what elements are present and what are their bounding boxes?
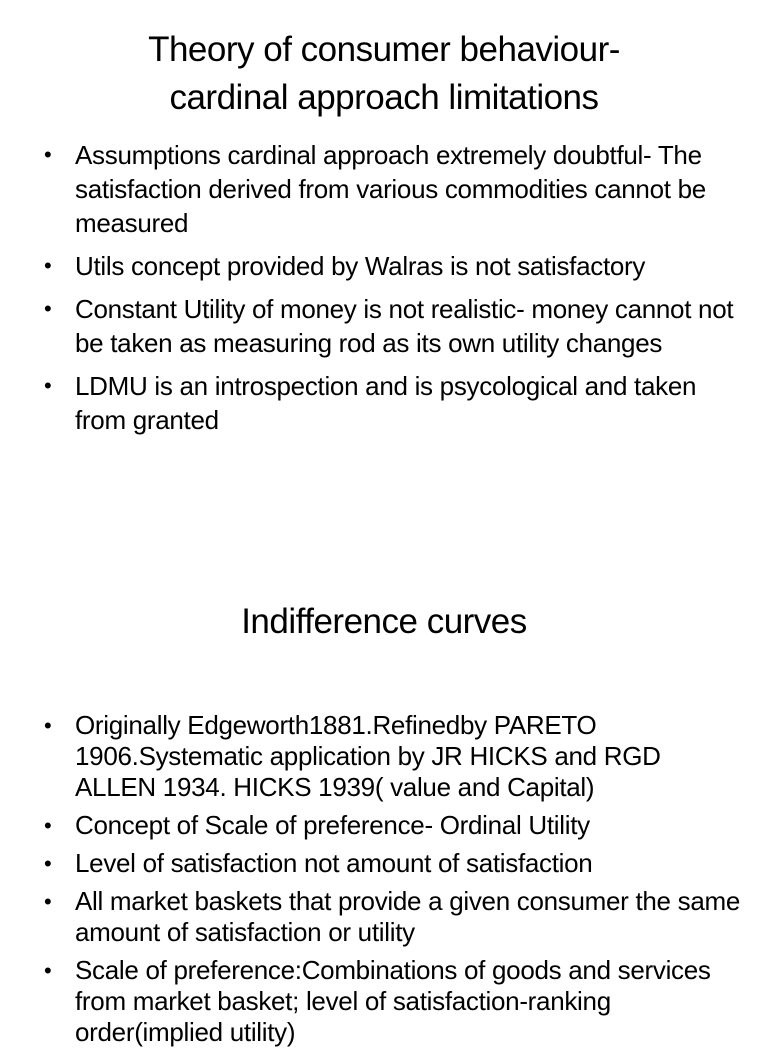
slide-title-line-2: cardinal approach limitations (169, 78, 599, 117)
bullet-item (44, 292, 744, 360)
bullet-item (44, 369, 744, 437)
bullet-list (44, 138, 744, 446)
bullet-marker: • (44, 889, 52, 914)
bullet-marker: • (44, 813, 52, 838)
bullet-item (44, 249, 744, 283)
bullet-marker: • (44, 713, 52, 738)
bullet-marker: • (44, 296, 52, 321)
bullet-text: Scale of preference:Combinations of goods and services from market basket; level of satisfaction-ranking order(implied utility) (75, 955, 711, 1047)
bullet-text: LDMU is an introspection and is psycological and taken from granted (75, 371, 697, 435)
bullet-text: Utils concept provided by Walras is not satisfactory (75, 251, 646, 281)
bullet-marker: • (44, 142, 52, 167)
bullet-text: Concept of Scale of preference- Ordinal Utility (75, 810, 590, 840)
slide-title (40, 26, 728, 122)
bullet-item (44, 886, 744, 948)
bullet-text: Level of satisfaction not amount of satisfaction (75, 848, 593, 878)
slide-title-line-1: Theory of consumer behaviour- (148, 30, 620, 69)
bullet-list (44, 710, 744, 1055)
bullet-text: Assumptions cardinal approach extremely doubtful- The satisfaction derived from various commodities cannot be measured (75, 140, 706, 238)
bullet-marker: • (44, 958, 52, 983)
bullet-marker: • (44, 253, 52, 278)
bullet-item (44, 955, 744, 1048)
bullet-text: Originally Edgeworth1881.Refinedby PARETO 1906.Systematic application by JR HICKS and RGD ALLEN 1934. HICKS 1939( value and Capital) (75, 710, 661, 802)
bullet-item (44, 138, 744, 240)
slide-title: Indifference curves (241, 602, 527, 641)
bullet-item (44, 710, 744, 803)
bullet-text: All market baskets that provide a given consumer the same amount of satisfaction or utility (75, 886, 741, 947)
slide-indifference-curves (0, 560, 768, 1047)
bullet-marker: • (44, 373, 52, 398)
bullet-item (44, 810, 744, 841)
bullet-marker: • (44, 851, 52, 876)
bullet-text: Constant Utility of money is not realistic- money cannot not be taken as measuring rod as its own utility changes (75, 294, 734, 358)
bullet-item (44, 848, 744, 879)
